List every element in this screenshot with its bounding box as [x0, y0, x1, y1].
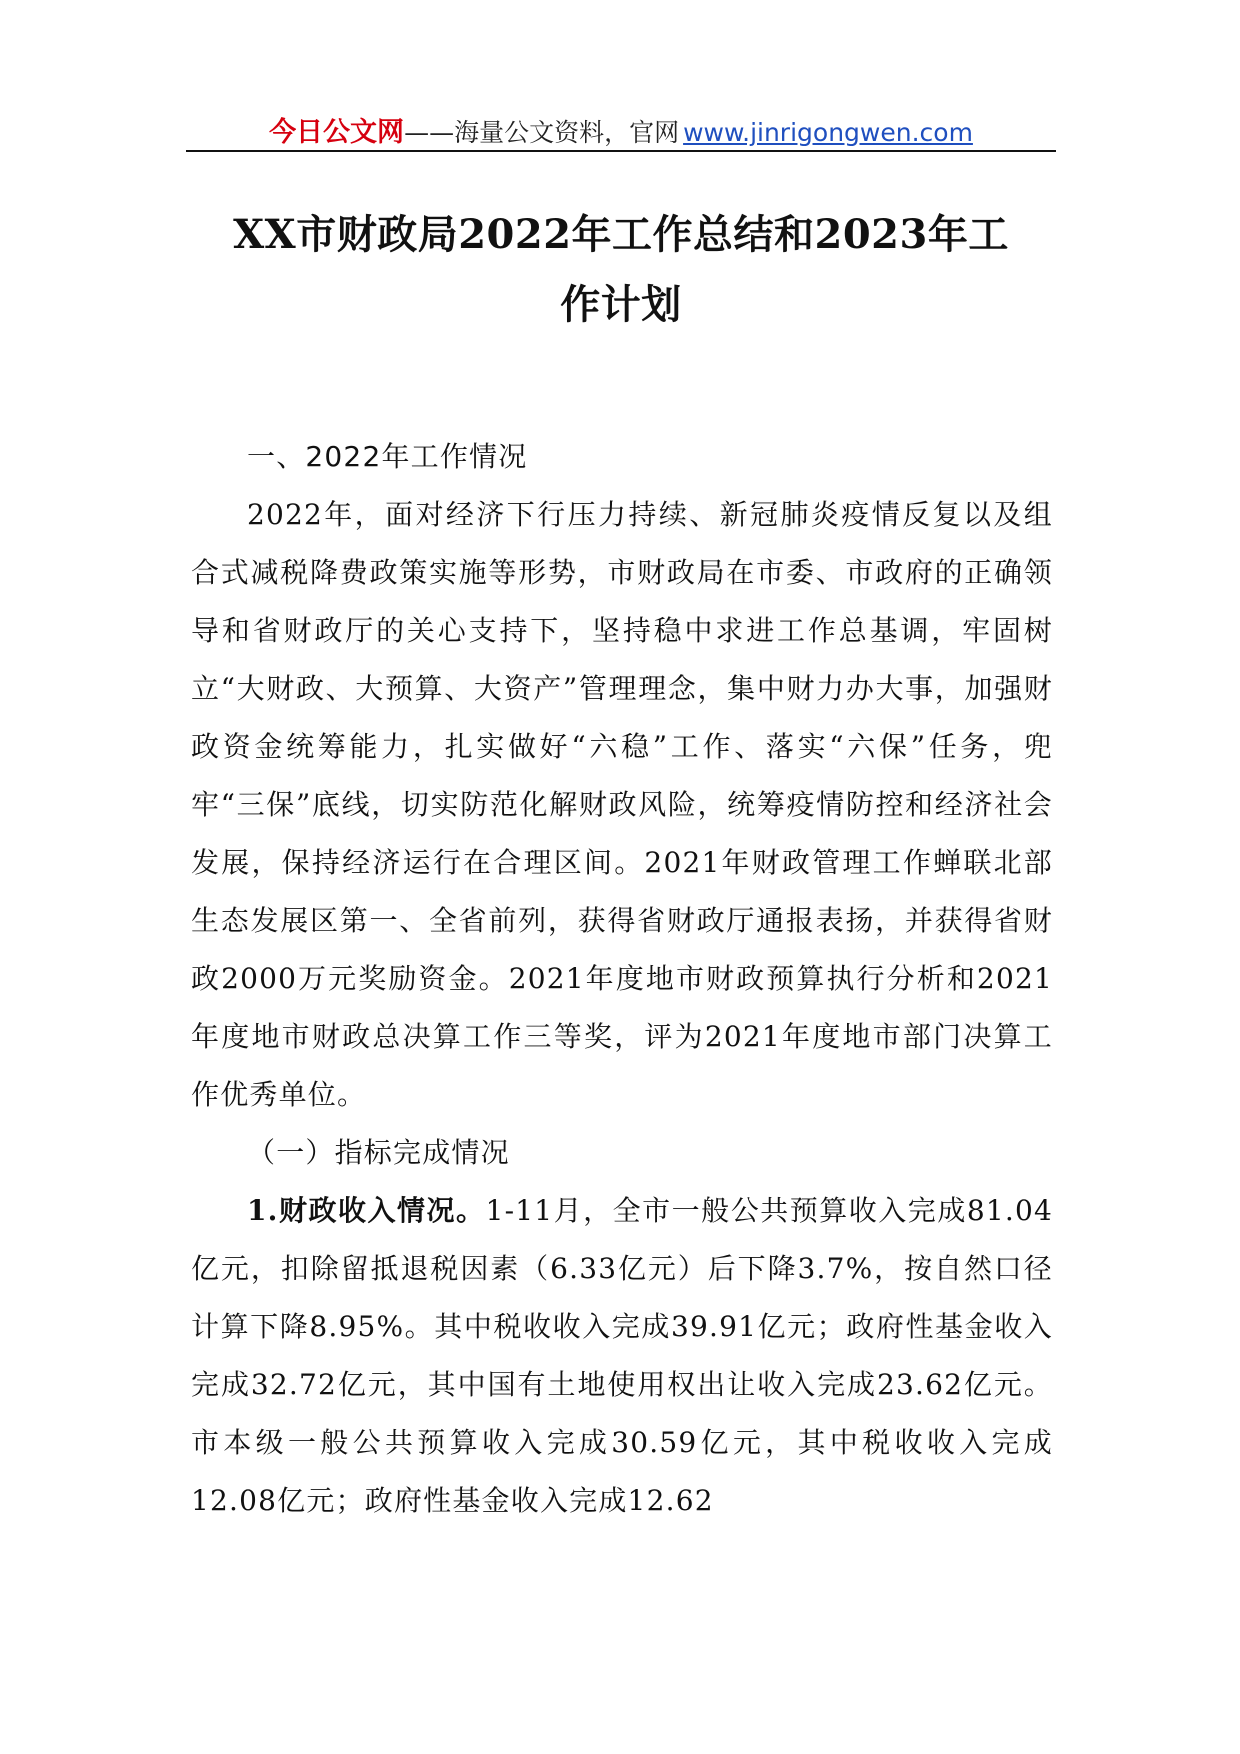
section-heading: 一、2022年工作情况 — [247, 440, 528, 473]
title-line-2: 作计划 — [560, 281, 682, 328]
title-line-1: XX市财政局2022年工作总结和2023年工 — [233, 211, 1009, 258]
header-divider — [186, 150, 1056, 152]
item-text: 1-11月，全市一般公共预算收入完成81.04亿元，扣除留抵退税因素（6.33亿元）后下降3.7%，按自然口径计算下降8.95%。其中税收收入完成39.91亿元；政府性基金收入完成32.72亿元，其中国有土地使用权出让收入完成23.62亿元。市本级一般公共预算收入完成30.59亿元，其中税收收入完成12.08亿元；政府性基金收入完成12.62 — [191, 1194, 1053, 1517]
item-lead: 1.财政收入情况。 — [247, 1194, 486, 1227]
header-brand: 今日公文网 — [269, 117, 405, 148]
page-header — [186, 108, 1056, 148]
header-site-link[interactable]: www.jinrigongwen.com — [683, 118, 973, 147]
header-tagline: ——海量公文资料，官网 — [404, 118, 680, 147]
paragraph-item-1 — [191, 1182, 1053, 1530]
subsection-heading: （一）指标完成情况 — [247, 1136, 510, 1169]
document-title — [186, 200, 1056, 340]
document-body — [191, 428, 1053, 1530]
paragraph: 2022年，面对经济下行压力持续、新冠肺炎疫情反复以及组合式减税降费政策实施等形势，市财政局在市委、市政府的正确领导和省财政厅的关心支持下，坚持稳中求进工作总基调，牢固树立“大财政、大预算、大资产”管理理念，集中财力办大事，加强财政资金统筹能力，扎实做好“六稳”工作、落实“六保”任务，兜牢“三保”底线，切实防范化解财政风险，统筹疫情防控和经济社会发展，保持经济运行在合理区间。2021年财政管理工作蝉联北部生态发展区第一、全省前列，获得省财政厅通报表扬，并获得省财政2000万元奖励资金。2021年度地市财政预算执行分析和2021年度地市财政总决算工作三等奖，评为2021年度地市部门决算工作优秀单位。 — [191, 498, 1053, 1111]
